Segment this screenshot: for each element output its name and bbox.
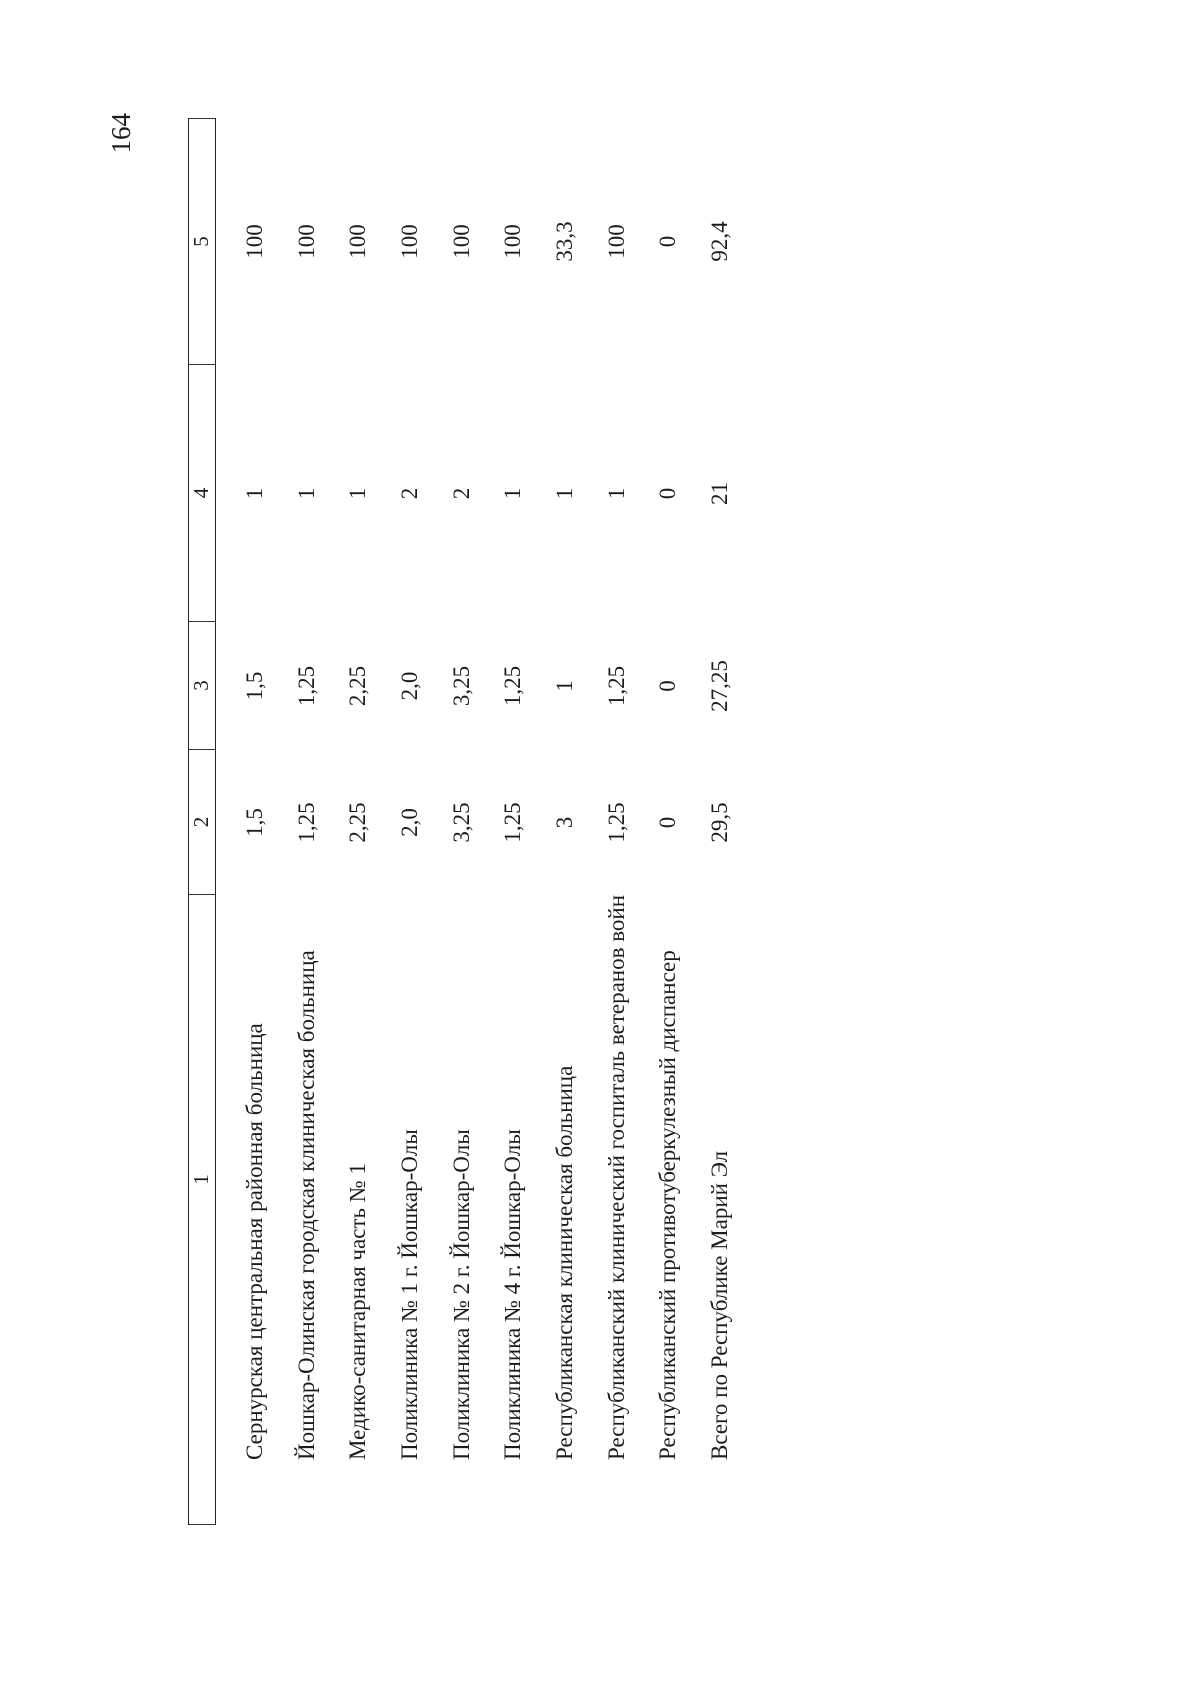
table-row — [436, 118, 488, 1525]
table-row — [332, 118, 384, 1525]
column-2-cell: 1,25 — [293, 802, 319, 843]
facility-name-cell: Республиканский клинический госпиталь ветеранов войн — [603, 894, 629, 1460]
table-row — [487, 118, 539, 1525]
facility-name-cell: Поликлиника № 2 г. Йошкар-Олы — [448, 1129, 474, 1460]
column-4-cell: 2 — [448, 487, 474, 500]
column-4-cell: 1 — [345, 487, 371, 500]
table-row — [281, 118, 333, 1525]
column-2-cell: 1,25 — [500, 802, 526, 843]
column-3-cell: 0 — [655, 680, 681, 692]
table-row — [539, 118, 591, 1525]
header-cell-1: 1 — [189, 895, 215, 1525]
column-2-cell: 3,25 — [448, 802, 474, 843]
table-row — [591, 118, 643, 1525]
table-row — [643, 118, 695, 1525]
column-3-cell: 2,25 — [345, 665, 371, 707]
table-header-row — [188, 118, 216, 1525]
header-cell-5: 5 — [189, 118, 215, 365]
column-2-cell: 29,5 — [707, 802, 733, 843]
facility-name-cell: Сернурская центральная районная больница — [241, 1023, 267, 1460]
data-table — [188, 118, 746, 1525]
column-3-cell: 1,25 — [500, 665, 526, 707]
column-4-cell: 1 — [500, 487, 526, 500]
column-5-cell: 100 — [500, 224, 526, 259]
column-2-cell: 1,5 — [241, 808, 267, 837]
facility-name-cell: Медико-санитарная часть № 1 — [345, 1163, 371, 1460]
header-cell-3: 3 — [189, 622, 215, 750]
table-row — [694, 118, 746, 1525]
header-cell-2: 2 — [189, 750, 215, 895]
column-5-cell: 100 — [345, 224, 371, 259]
facility-name-cell: Поликлиника № 4 г. Йошкар-Олы — [500, 1129, 526, 1460]
column-2-cell: 0 — [655, 816, 681, 829]
column-2-cell: 1,25 — [603, 802, 629, 843]
column-5-cell: 100 — [293, 224, 319, 259]
facility-name-cell: Всего по Республике Марий Эл — [707, 1150, 733, 1460]
table-row — [229, 118, 281, 1525]
column-4-cell: 1 — [241, 487, 267, 500]
header-cell-4: 4 — [189, 365, 215, 622]
column-2-cell: 3 — [551, 816, 577, 829]
facility-name-cell: Республиканский противотуберкулезный диспансер — [655, 950, 681, 1460]
column-2-cell: 2,0 — [396, 808, 422, 837]
column-3-cell: 27,25 — [707, 660, 733, 712]
column-2-cell: 2,25 — [345, 802, 371, 843]
column-5-cell: 33,3 — [551, 221, 577, 262]
page-number: 164 — [106, 113, 136, 154]
table-row — [384, 118, 436, 1525]
column-3-cell: 1,25 — [293, 665, 319, 707]
column-4-cell: 1 — [603, 487, 629, 500]
column-3-cell: 1,5 — [241, 671, 267, 701]
column-3-cell: 2,0 — [396, 671, 422, 701]
column-5-cell: 100 — [448, 224, 474, 259]
column-3-cell: 1 — [551, 680, 577, 692]
column-4-cell: 21 — [707, 482, 733, 505]
column-4-cell: 1 — [293, 487, 319, 500]
facility-name-cell: Йошкар-Олинская городская клиническая больница — [293, 950, 319, 1460]
column-4-cell: 1 — [551, 487, 577, 500]
column-5-cell: 92,4 — [707, 221, 733, 262]
column-5-cell: 0 — [655, 235, 681, 248]
table-body — [229, 118, 746, 1525]
column-4-cell: 2 — [396, 487, 422, 500]
column-4-cell: 0 — [655, 487, 681, 500]
column-3-cell: 1,25 — [603, 665, 629, 707]
column-5-cell: 100 — [241, 224, 267, 259]
facility-name-cell: Поликлиника № 1 г. Йошкар-Олы — [396, 1129, 422, 1460]
column-5-cell: 100 — [603, 224, 629, 259]
column-3-cell: 3,25 — [448, 665, 474, 707]
column-5-cell: 100 — [396, 224, 422, 259]
facility-name-cell: Республиканская клиническая больница — [551, 1065, 577, 1460]
